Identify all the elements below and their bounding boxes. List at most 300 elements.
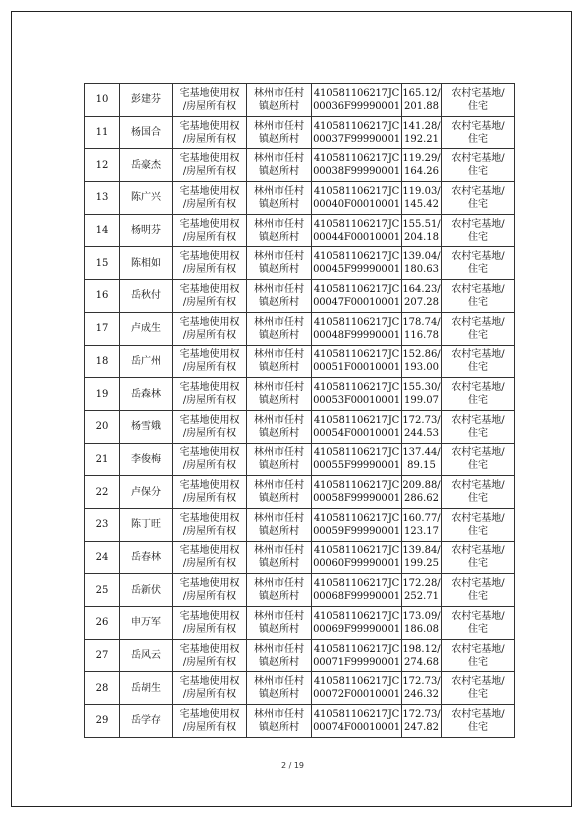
cell-land-use	[442, 574, 515, 607]
cell-location	[247, 214, 312, 247]
table-row	[85, 378, 515, 411]
location-text: 林州市任村 镇赵所村	[254, 480, 304, 505]
cell-location	[247, 247, 312, 280]
cell-owner-name	[120, 214, 173, 247]
cell-right-type	[173, 149, 247, 182]
row-number-text: 11	[95, 127, 109, 139]
area-text: 155.51/ 204.18	[402, 218, 441, 243]
cell-owner-name	[120, 410, 173, 443]
cell-land-use	[442, 280, 515, 313]
land-use-text: 农村宅基地/ 住宅	[451, 218, 505, 243]
cell-row-number	[85, 410, 120, 443]
cell-area	[402, 345, 442, 378]
table-row	[85, 508, 515, 541]
right-type-text: 宅基地使用权 /房屋所有权	[179, 283, 240, 308]
table-row	[85, 574, 515, 607]
area-text: 173.09/ 186.08	[402, 610, 441, 635]
cell-land-use	[442, 639, 515, 672]
row-number-text: 22	[95, 486, 109, 498]
land-use-text: 农村宅基地/ 住宅	[451, 578, 505, 603]
cell-owner-name	[120, 541, 173, 574]
land-use-text: 农村宅基地/ 住宅	[451, 610, 505, 635]
right-type-text: 宅基地使用权 /房屋所有权	[179, 512, 240, 537]
table-row	[85, 410, 515, 443]
cell-unit-code	[312, 541, 402, 574]
cell-area	[402, 149, 442, 182]
unit-code-text: 410581106217JC 00072F00010001	[313, 676, 400, 701]
cell-row-number	[85, 214, 120, 247]
area-text: 172.73/ 247.82	[402, 708, 441, 733]
cell-unit-code	[312, 574, 402, 607]
cell-land-use	[442, 476, 515, 509]
unit-code-text: 410581106217JC 00037F99990001	[313, 120, 400, 145]
table-row	[85, 345, 515, 378]
right-type-text: 宅基地使用权 /房屋所有权	[179, 414, 240, 439]
table-row	[85, 214, 515, 247]
cell-area	[402, 607, 442, 640]
area-text: 152.86/ 193.00	[402, 349, 441, 374]
cell-owner-name	[120, 84, 173, 117]
owner-name-text: 岳广州	[131, 355, 161, 367]
row-number-text: 17	[95, 323, 109, 335]
table-row	[85, 541, 515, 574]
row-number-text: 13	[95, 192, 109, 204]
land-use-text: 农村宅基地/ 住宅	[451, 545, 505, 570]
cell-land-use	[442, 84, 515, 117]
row-number-text: 26	[95, 617, 109, 629]
cell-right-type	[173, 378, 247, 411]
table-row	[85, 182, 515, 215]
cell-unit-code	[312, 443, 402, 476]
cell-unit-code	[312, 705, 402, 738]
owner-name-text: 李俊梅	[131, 453, 161, 465]
right-type-text: 宅基地使用权 /房屋所有权	[179, 87, 240, 112]
table-row	[85, 149, 515, 182]
land-use-text: 农村宅基地/ 住宅	[451, 283, 505, 308]
cell-right-type	[173, 182, 247, 215]
location-text: 林州市任村 镇赵所村	[254, 153, 304, 178]
right-type-text: 宅基地使用权 /房屋所有权	[179, 447, 240, 472]
area-text: 198.12/ 274.68	[402, 643, 441, 668]
owner-name-text: 杨国合	[131, 127, 161, 139]
land-use-text: 农村宅基地/ 住宅	[451, 87, 505, 112]
cell-owner-name	[120, 345, 173, 378]
cell-area	[402, 84, 442, 117]
cell-row-number	[85, 541, 120, 574]
cell-area	[402, 214, 442, 247]
cell-land-use	[442, 705, 515, 738]
row-number-text: 14	[95, 225, 109, 237]
location-text: 林州市任村 镇赵所村	[254, 218, 304, 243]
area-text: 139.84/ 199.25	[402, 545, 441, 570]
cell-area	[402, 476, 442, 509]
cell-owner-name	[120, 378, 173, 411]
cell-owner-name	[120, 280, 173, 313]
cell-row-number	[85, 312, 120, 345]
location-text: 林州市任村 镇赵所村	[254, 283, 304, 308]
cell-area	[402, 672, 442, 705]
cell-unit-code	[312, 508, 402, 541]
location-text: 林州市任村 镇赵所村	[254, 610, 304, 635]
owner-name-text: 杨雪娥	[131, 421, 161, 433]
cell-right-type	[173, 312, 247, 345]
right-type-text: 宅基地使用权 /房屋所有权	[179, 251, 240, 276]
cell-row-number	[85, 443, 120, 476]
owner-name-text: 岳豪杰	[131, 159, 161, 171]
table-row	[85, 607, 515, 640]
cell-area	[402, 312, 442, 345]
land-use-text: 农村宅基地/ 住宅	[451, 708, 505, 733]
cell-location	[247, 639, 312, 672]
right-type-text: 宅基地使用权 /房屋所有权	[179, 545, 240, 570]
table-row	[85, 476, 515, 509]
cell-owner-name	[120, 182, 173, 215]
cell-area	[402, 247, 442, 280]
location-text: 林州市任村 镇赵所村	[254, 512, 304, 537]
cell-unit-code	[312, 247, 402, 280]
land-use-text: 农村宅基地/ 住宅	[451, 414, 505, 439]
right-type-text: 宅基地使用权 /房屋所有权	[179, 382, 240, 407]
area-text: 172.73/ 246.32	[402, 676, 441, 701]
cell-location	[247, 182, 312, 215]
right-type-text: 宅基地使用权 /房屋所有权	[179, 708, 240, 733]
table-row	[85, 84, 515, 117]
cell-owner-name	[120, 607, 173, 640]
area-text: 155.30/ 199.07	[402, 382, 441, 407]
table-row	[85, 312, 515, 345]
cell-land-use	[442, 312, 515, 345]
table-row	[85, 280, 515, 313]
cell-unit-code	[312, 345, 402, 378]
unit-code-text: 410581106217JC 00069F99990001	[313, 610, 400, 635]
land-use-text: 农村宅基地/ 住宅	[451, 316, 505, 341]
location-text: 林州市任村 镇赵所村	[254, 708, 304, 733]
owner-name-text: 岳新伏	[131, 584, 161, 596]
cell-row-number	[85, 182, 120, 215]
cell-owner-name	[120, 443, 173, 476]
cell-unit-code	[312, 607, 402, 640]
cell-land-use	[442, 247, 515, 280]
land-use-text: 农村宅基地/ 住宅	[451, 185, 505, 210]
cell-row-number	[85, 345, 120, 378]
owner-name-text: 申万军	[131, 617, 161, 629]
unit-code-text: 410581106217JC 00045F99990001	[313, 251, 400, 276]
unit-code-text: 410581106217JC 00055F99990001	[313, 447, 400, 472]
cell-row-number	[85, 607, 120, 640]
cell-row-number	[85, 639, 120, 672]
page-number: 2 / 19	[280, 761, 305, 770]
unit-code-text: 410581106217JC 00044F00010001	[313, 218, 400, 243]
right-type-text: 宅基地使用权 /房屋所有权	[179, 578, 240, 603]
unit-code-text: 410581106217JC 00058F99990001	[313, 480, 400, 505]
right-type-text: 宅基地使用权 /房屋所有权	[179, 316, 240, 341]
location-text: 林州市任村 镇赵所村	[254, 316, 304, 341]
cell-area	[402, 280, 442, 313]
row-number-text: 25	[95, 584, 109, 596]
cell-area	[402, 443, 442, 476]
cell-unit-code	[312, 182, 402, 215]
table-body	[85, 84, 515, 738]
owner-name-text: 岳风云	[131, 650, 161, 662]
cell-land-use	[442, 508, 515, 541]
owner-name-text: 杨明芬	[131, 225, 161, 237]
cell-land-use	[442, 410, 515, 443]
cell-right-type	[173, 410, 247, 443]
land-use-text: 农村宅基地/ 住宅	[451, 153, 505, 178]
row-number-text: 29	[95, 715, 109, 727]
owner-name-text: 陈相如	[131, 257, 161, 269]
area-text: 165.12/ 201.88	[402, 87, 441, 112]
cell-area	[402, 705, 442, 738]
row-number-text: 28	[95, 682, 109, 694]
cell-row-number	[85, 116, 120, 149]
cell-area	[402, 378, 442, 411]
cell-area	[402, 182, 442, 215]
cell-row-number	[85, 508, 120, 541]
cell-owner-name	[120, 312, 173, 345]
row-number-text: 15	[95, 257, 109, 269]
cell-owner-name	[120, 574, 173, 607]
cell-owner-name	[120, 149, 173, 182]
owner-name-text: 岳秋付	[131, 290, 161, 302]
cell-row-number	[85, 476, 120, 509]
cell-land-use	[442, 345, 515, 378]
row-number-text: 18	[95, 355, 109, 367]
area-text: 172.28/ 252.71	[402, 578, 441, 603]
location-text: 林州市任村 镇赵所村	[254, 676, 304, 701]
right-type-text: 宅基地使用权 /房屋所有权	[179, 153, 240, 178]
cell-owner-name	[120, 639, 173, 672]
area-text: 164.23/ 207.28	[402, 283, 441, 308]
location-text: 林州市任村 镇赵所村	[254, 349, 304, 374]
cell-right-type	[173, 116, 247, 149]
area-text: 137.44/ 89.15	[402, 447, 441, 472]
cell-location	[247, 116, 312, 149]
right-type-text: 宅基地使用权 /房屋所有权	[179, 120, 240, 145]
land-use-text: 农村宅基地/ 住宅	[451, 251, 505, 276]
cell-unit-code	[312, 280, 402, 313]
cell-land-use	[442, 149, 515, 182]
cell-row-number	[85, 672, 120, 705]
cell-unit-code	[312, 149, 402, 182]
land-use-text: 农村宅基地/ 住宅	[451, 120, 505, 145]
unit-code-text: 410581106217JC 00068F99990001	[313, 578, 400, 603]
owner-name-text: 陈广兴	[131, 192, 161, 204]
right-type-text: 宅基地使用权 /房屋所有权	[179, 676, 240, 701]
land-use-text: 农村宅基地/ 住宅	[451, 349, 505, 374]
cell-row-number	[85, 84, 120, 117]
cell-land-use	[442, 378, 515, 411]
area-text: 160.77/ 123.17	[402, 512, 441, 537]
land-use-text: 农村宅基地/ 住宅	[451, 447, 505, 472]
cell-right-type	[173, 476, 247, 509]
cell-row-number	[85, 378, 120, 411]
table-row	[85, 672, 515, 705]
cell-location	[247, 410, 312, 443]
cell-row-number	[85, 280, 120, 313]
right-type-text: 宅基地使用权 /房屋所有权	[179, 643, 240, 668]
location-text: 林州市任村 镇赵所村	[254, 643, 304, 668]
location-text: 林州市任村 镇赵所村	[254, 87, 304, 112]
area-text: 178.74/ 116.78	[402, 316, 441, 341]
cell-location	[247, 541, 312, 574]
cell-land-use	[442, 214, 515, 247]
unit-code-text: 410581106217JC 00060F99990001	[313, 545, 400, 570]
cell-right-type	[173, 345, 247, 378]
land-use-text: 农村宅基地/ 住宅	[451, 382, 505, 407]
cell-location	[247, 705, 312, 738]
cell-land-use	[442, 672, 515, 705]
cell-owner-name	[120, 672, 173, 705]
cell-location	[247, 378, 312, 411]
unit-code-text: 410581106217JC 00059F99990001	[313, 512, 400, 537]
owner-name-text: 岳森林	[131, 388, 161, 400]
owner-name-text: 彭建芬	[131, 94, 161, 106]
unit-code-text: 410581106217JC 00051F00010001	[313, 349, 400, 374]
unit-code-text: 410581106217JC 00048F99990001	[313, 316, 400, 341]
cell-location	[247, 345, 312, 378]
area-text: 119.29/ 164.26	[402, 153, 441, 178]
cell-land-use	[442, 182, 515, 215]
cell-right-type	[173, 541, 247, 574]
cell-right-type	[173, 705, 247, 738]
land-use-text: 农村宅基地/ 住宅	[451, 512, 505, 537]
owner-name-text: 岳学存	[131, 715, 161, 727]
right-type-text: 宅基地使用权 /房屋所有权	[179, 349, 240, 374]
owner-name-text: 陈丁旺	[131, 519, 161, 531]
area-text: 139.04/ 180.63	[402, 251, 441, 276]
row-number-text: 19	[95, 388, 109, 400]
property-records-table	[84, 83, 515, 738]
cell-owner-name	[120, 116, 173, 149]
unit-code-text: 410581106217JC 00053F00010001	[313, 382, 400, 407]
cell-right-type	[173, 443, 247, 476]
row-number-text: 16	[95, 290, 109, 302]
cell-area	[402, 574, 442, 607]
unit-code-text: 410581106217JC 00040F00010001	[313, 185, 400, 210]
cell-location	[247, 443, 312, 476]
cell-unit-code	[312, 116, 402, 149]
cell-area	[402, 116, 442, 149]
cell-owner-name	[120, 508, 173, 541]
owner-name-text: 卢保分	[131, 486, 161, 498]
unit-code-text: 410581106217JC 00071F99990001	[313, 643, 400, 668]
table-row	[85, 247, 515, 280]
right-type-text: 宅基地使用权 /房屋所有权	[179, 480, 240, 505]
area-text: 141.28/ 192.21	[402, 120, 441, 145]
row-number-text: 20	[95, 421, 109, 433]
right-type-text: 宅基地使用权 /房屋所有权	[179, 185, 240, 210]
row-number-text: 27	[95, 650, 109, 662]
unit-code-text: 410581106217JC 00054F00010001	[313, 414, 400, 439]
cell-land-use	[442, 607, 515, 640]
location-text: 林州市任村 镇赵所村	[254, 120, 304, 145]
area-text: 209.88/ 286.62	[402, 480, 441, 505]
area-text: 172.73/ 244.53	[402, 414, 441, 439]
owner-name-text: 岳春林	[131, 551, 161, 563]
cell-right-type	[173, 639, 247, 672]
table-row	[85, 639, 515, 672]
location-text: 林州市任村 镇赵所村	[254, 382, 304, 407]
cell-location	[247, 607, 312, 640]
cell-right-type	[173, 214, 247, 247]
row-number-text: 12	[95, 159, 109, 171]
unit-code-text: 410581106217JC 00047F00010001	[313, 283, 400, 308]
location-text: 林州市任村 镇赵所村	[254, 251, 304, 276]
cell-row-number	[85, 705, 120, 738]
cell-unit-code	[312, 378, 402, 411]
cell-row-number	[85, 247, 120, 280]
right-type-text: 宅基地使用权 /房屋所有权	[179, 218, 240, 243]
location-text: 林州市任村 镇赵所村	[254, 447, 304, 472]
row-number-text: 21	[95, 453, 109, 465]
cell-right-type	[173, 607, 247, 640]
cell-row-number	[85, 149, 120, 182]
table-row	[85, 116, 515, 149]
cell-right-type	[173, 247, 247, 280]
cell-unit-code	[312, 214, 402, 247]
owner-name-text: 岳胡生	[131, 682, 161, 694]
cell-owner-name	[120, 476, 173, 509]
unit-code-text: 410581106217JC 00074F00010001	[313, 708, 400, 733]
cell-unit-code	[312, 639, 402, 672]
location-text: 林州市任村 镇赵所村	[254, 578, 304, 603]
cell-row-number	[85, 574, 120, 607]
cell-right-type	[173, 672, 247, 705]
area-text: 119.03/ 145.42	[402, 185, 441, 210]
cell-unit-code	[312, 672, 402, 705]
land-use-text: 农村宅基地/ 住宅	[451, 676, 505, 701]
row-number-text: 24	[95, 551, 109, 563]
cell-right-type	[173, 508, 247, 541]
cell-location	[247, 476, 312, 509]
table-row	[85, 705, 515, 738]
cell-unit-code	[312, 476, 402, 509]
location-text: 林州市任村 镇赵所村	[254, 185, 304, 210]
cell-area	[402, 410, 442, 443]
owner-name-text: 卢成生	[131, 323, 161, 335]
cell-location	[247, 280, 312, 313]
cell-location	[247, 672, 312, 705]
cell-unit-code	[312, 410, 402, 443]
right-type-text: 宅基地使用权 /房屋所有权	[179, 610, 240, 635]
cell-location	[247, 149, 312, 182]
cell-land-use	[442, 541, 515, 574]
cell-unit-code	[312, 84, 402, 117]
cell-location	[247, 574, 312, 607]
cell-unit-code	[312, 312, 402, 345]
cell-location	[247, 508, 312, 541]
unit-code-text: 410581106217JC 00036F99990001	[313, 87, 400, 112]
cell-area	[402, 508, 442, 541]
location-text: 林州市任村 镇赵所村	[254, 414, 304, 439]
table-row	[85, 443, 515, 476]
cell-owner-name	[120, 247, 173, 280]
cell-right-type	[173, 84, 247, 117]
land-use-text: 农村宅基地/ 住宅	[451, 643, 505, 668]
row-number-text: 23	[95, 519, 109, 531]
cell-owner-name	[120, 705, 173, 738]
cell-area	[402, 639, 442, 672]
location-text: 林州市任村 镇赵所村	[254, 545, 304, 570]
unit-code-text: 410581106217JC 00038F99990001	[313, 153, 400, 178]
cell-location	[247, 312, 312, 345]
cell-location	[247, 84, 312, 117]
cell-land-use	[442, 443, 515, 476]
cell-area	[402, 541, 442, 574]
cell-right-type	[173, 280, 247, 313]
cell-right-type	[173, 574, 247, 607]
